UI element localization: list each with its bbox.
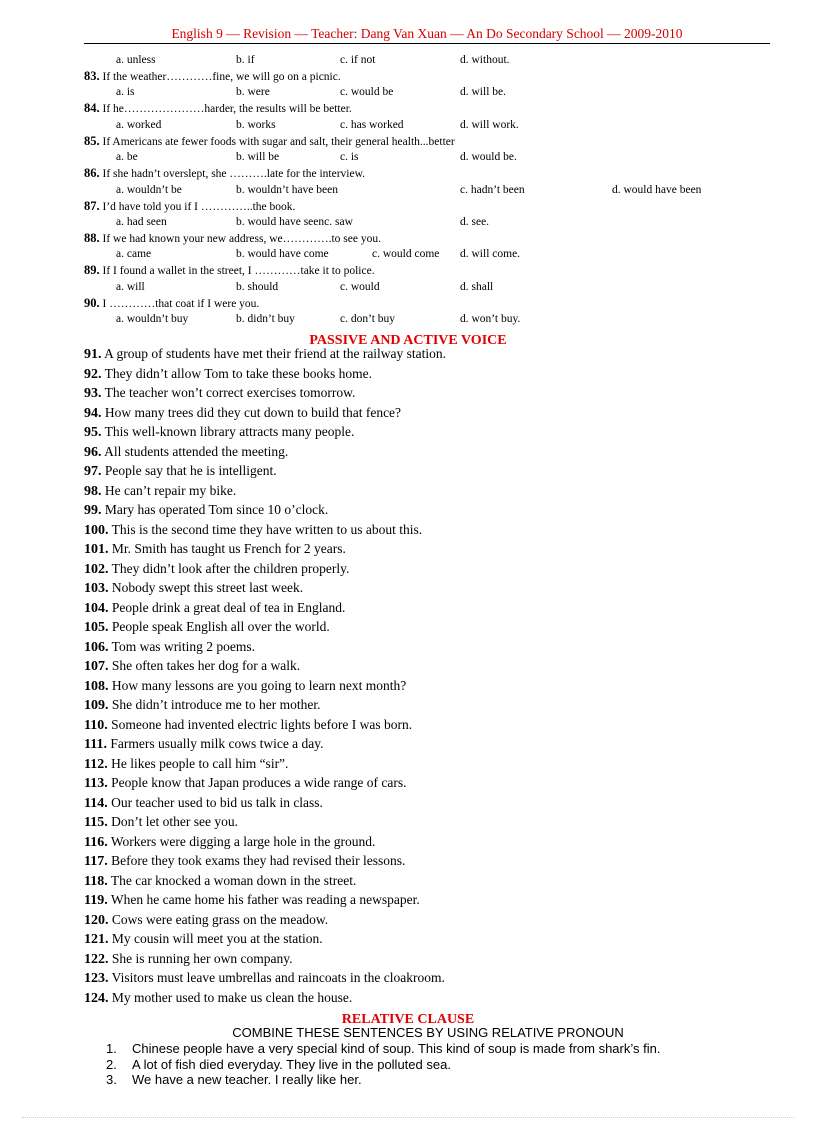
option-c: c. has worked bbox=[340, 118, 404, 131]
answer-options bbox=[84, 246, 784, 262]
option-b: b. didn’t buy bbox=[236, 313, 295, 326]
question bbox=[84, 165, 784, 181]
exercise-item bbox=[84, 559, 784, 579]
exercise-number: 91. bbox=[84, 347, 102, 362]
question bbox=[84, 68, 784, 84]
exercise-text: She didn’t introduce me to her mother. bbox=[111, 697, 321, 712]
exercise-item bbox=[84, 364, 784, 384]
exercise-number: 101. bbox=[84, 542, 109, 557]
question-text: If Americans ate fewer foods with sugar and salt, their general health...better bbox=[102, 135, 455, 148]
exercise-text: Tom was writing 2 poems. bbox=[111, 638, 256, 654]
question bbox=[84, 100, 784, 116]
option-c: c. hadn’t been bbox=[460, 183, 525, 196]
exercise-text: They didn’t look after the children properly. bbox=[111, 560, 350, 576]
option-d: d. see. bbox=[460, 215, 490, 228]
question bbox=[84, 230, 784, 246]
exercise-text: My cousin will meet you at the station. bbox=[111, 931, 323, 946]
list-item bbox=[106, 1041, 786, 1057]
exercise-text: Visitors must leave umbrellas and raincoats in the cloakroom. bbox=[111, 970, 445, 985]
exercise-item bbox=[84, 442, 784, 462]
item-number: 2. bbox=[106, 1056, 117, 1072]
question-text: I …………that coat if I were you. bbox=[102, 297, 260, 310]
item-number: 1. bbox=[106, 1041, 117, 1056]
exercise-item bbox=[84, 754, 784, 774]
answer-options bbox=[84, 149, 784, 165]
exercise-number: 95. bbox=[84, 425, 102, 440]
exercise-text: Workers were digging a large hole in the ground. bbox=[110, 833, 376, 849]
exercise-number: 116. bbox=[84, 834, 108, 850]
exercise-number: 123. bbox=[84, 971, 109, 986]
exercise-text: Someone had invented electric lights before I was born. bbox=[111, 716, 413, 732]
exercise-text: They didn’t allow Tom to take these books home. bbox=[104, 365, 373, 381]
answer-options bbox=[84, 84, 784, 100]
exercise-text: Cows were eating grass on the meadow. bbox=[111, 911, 329, 927]
option-d: d. would have been bbox=[612, 183, 702, 196]
exercise-item bbox=[84, 929, 784, 949]
page-bottom-divider bbox=[22, 1117, 794, 1118]
exercise-item bbox=[84, 910, 784, 930]
option-b: b. will be bbox=[236, 151, 280, 164]
exercise-item bbox=[84, 422, 784, 442]
exercise-number: 102. bbox=[84, 561, 109, 577]
exercise-number: 99. bbox=[84, 503, 102, 518]
exercise-text: How many lessons are you going to learn next month? bbox=[111, 677, 407, 693]
exercise-item bbox=[84, 715, 784, 735]
question bbox=[84, 198, 784, 214]
exercise-number: 119. bbox=[84, 893, 108, 908]
option-c: c. would bbox=[340, 280, 380, 293]
exercise-number: 122. bbox=[84, 951, 109, 967]
answer-options bbox=[84, 52, 784, 68]
multiple-choice-section bbox=[84, 52, 784, 327]
exercise-text: He likes people to call him “sir”. bbox=[111, 755, 289, 771]
exercise-item bbox=[84, 481, 784, 501]
exercise-number: 118. bbox=[84, 873, 108, 889]
question-number: 83. bbox=[84, 69, 100, 83]
exercise-text: This well-known library attracts many people. bbox=[104, 424, 355, 439]
exercise-item bbox=[84, 500, 784, 520]
exercise-number: 114. bbox=[84, 795, 108, 811]
exercise-text: Don’t let other see you. bbox=[111, 814, 238, 829]
exercise-item bbox=[84, 383, 784, 403]
exercise-item bbox=[84, 598, 784, 618]
option-b: b. would have come bbox=[236, 248, 329, 261]
option-a: a. be bbox=[116, 151, 138, 164]
option-d: d. won’t buy. bbox=[460, 313, 521, 326]
exercise-text: Mary has operated Tom since 10 o’clock. bbox=[104, 502, 329, 517]
question-number: 85. bbox=[84, 133, 100, 148]
option-c: c. would be bbox=[340, 86, 394, 99]
option-a: a. wouldn’t be bbox=[116, 183, 182, 196]
question bbox=[84, 295, 784, 311]
exercise-item bbox=[84, 578, 784, 598]
relative-clause-list bbox=[106, 1041, 786, 1088]
relative-clause-heading: RELATIVE CLAUSE bbox=[341, 1012, 475, 1027]
option-d: d. will work. bbox=[460, 118, 519, 131]
exercise-number: 92. bbox=[84, 366, 102, 382]
exercise-item bbox=[84, 656, 784, 676]
option-a: a. wouldn’t buy bbox=[116, 313, 189, 326]
exercise-number: 103. bbox=[84, 581, 109, 596]
exercise-text: She often takes her dog for a walk. bbox=[111, 658, 301, 673]
exercise-text: Farmers usually milk cows twice a day. bbox=[110, 736, 324, 751]
exercise-text: Before they took exams they had revised their lessons. bbox=[111, 853, 406, 868]
option-a: a. worked bbox=[116, 118, 162, 131]
exercise-number: 100. bbox=[84, 522, 109, 538]
option-b: b. if bbox=[236, 54, 255, 66]
exercise-item bbox=[84, 637, 784, 657]
exercise-item bbox=[84, 890, 784, 910]
exercise-number: 105. bbox=[84, 620, 109, 635]
option-a: a. unless bbox=[116, 54, 156, 66]
question-text: If she hadn’t overslept, she ……….late for the interview. bbox=[102, 168, 366, 181]
list-item bbox=[106, 1057, 786, 1073]
option-b: b. wouldn’t have been bbox=[236, 183, 338, 196]
exercise-number: 111. bbox=[84, 737, 107, 752]
option-a: a. will bbox=[116, 280, 145, 293]
exercise-text: People say that he is intelligent. bbox=[104, 463, 277, 478]
exercise-item bbox=[84, 344, 784, 364]
exercise-number: 94. bbox=[84, 405, 102, 421]
answer-options bbox=[84, 311, 784, 327]
question-number: 84. bbox=[84, 101, 100, 116]
exercise-number: 113. bbox=[84, 776, 108, 791]
exercise-text: How many trees did they cut down to build that fence? bbox=[104, 404, 402, 420]
exercise-text: People drink a great deal of tea in England. bbox=[111, 599, 346, 615]
list-item bbox=[106, 1072, 786, 1088]
option-d: d. would be. bbox=[460, 151, 517, 164]
option-c: c. would come bbox=[372, 248, 440, 261]
question-text: If he…………………harder, the results will be better. bbox=[102, 103, 352, 116]
question-number: 90. bbox=[84, 295, 100, 310]
option-c: c. is bbox=[340, 151, 359, 164]
exercise-text: He can’t repair my bike. bbox=[104, 482, 237, 498]
option-b: b. works bbox=[236, 118, 276, 131]
question-text: If I found a wallet in the street, I …………take it to police. bbox=[102, 265, 375, 278]
option-a: a. came bbox=[116, 248, 152, 261]
option-b: b. would have seenc. saw bbox=[236, 215, 353, 228]
passive-voice-heading: PASSIVE AND ACTIVE VOICE bbox=[309, 333, 507, 348]
question bbox=[84, 262, 784, 278]
relative-clause-instruction: COMBINE THESE SENTENCES BY USING RELATIVE PRONOUN bbox=[232, 1025, 624, 1040]
exercise-item bbox=[84, 968, 784, 988]
exercise-number: 96. bbox=[84, 444, 102, 460]
option-c: c. if not bbox=[340, 54, 376, 66]
option-d: d. shall bbox=[460, 280, 494, 293]
question-text: I’d have told you if I …………..the book. bbox=[102, 200, 296, 213]
option-a: a. had seen bbox=[116, 215, 167, 228]
option-d: d. without. bbox=[460, 54, 510, 66]
exercise-text: The car knocked a woman down in the street. bbox=[110, 872, 357, 888]
question-number: 88. bbox=[84, 230, 100, 245]
exercise-item bbox=[84, 539, 784, 559]
exercise-number: 117. bbox=[84, 854, 108, 869]
option-d: d. will come. bbox=[460, 248, 521, 261]
exercise-number: 98. bbox=[84, 483, 102, 499]
exercise-number: 106. bbox=[84, 639, 109, 655]
question-text: If we had known your new address, we………….to see you. bbox=[102, 232, 381, 245]
exercise-number: 112. bbox=[84, 756, 108, 772]
answer-options bbox=[84, 117, 784, 133]
exercise-number: 104. bbox=[84, 600, 109, 616]
exercise-item bbox=[84, 617, 784, 637]
exercise-text: When he came home his father was reading a newspaper. bbox=[110, 892, 420, 907]
page-header: English 9 — Revision — Teacher: Dang Van Xuan — An Do Secondary School — 2009-2010 bbox=[84, 26, 770, 44]
exercise-number: 108. bbox=[84, 678, 109, 694]
question-number: 86. bbox=[84, 166, 100, 181]
exercise-number: 120. bbox=[84, 912, 109, 928]
exercise-text: She is running her own company. bbox=[111, 950, 293, 966]
exercise-text: A group of students have met their friend at the railway station. bbox=[104, 346, 447, 361]
option-b: b. were bbox=[236, 86, 270, 99]
item-number: 3. bbox=[106, 1072, 117, 1087]
exercise-text: Nobody swept this street last week. bbox=[111, 580, 304, 595]
exercise-item bbox=[84, 773, 784, 793]
option-c: c. don’t buy bbox=[340, 313, 396, 326]
exercise-number: 124. bbox=[84, 990, 109, 1006]
exercise-item bbox=[84, 734, 784, 754]
option-a: a. is bbox=[116, 86, 135, 99]
exercise-item bbox=[84, 851, 784, 871]
answer-options bbox=[84, 182, 784, 198]
item-text: Chinese people have a very special kind of soup. This kind of soup is made from shark’s fin. bbox=[132, 1041, 661, 1056]
exercise-number: 93. bbox=[84, 386, 102, 401]
question-text: If the weather…………fine, we will go on a picnic. bbox=[102, 71, 341, 83]
exercise-item bbox=[84, 949, 784, 969]
exercise-number: 97. bbox=[84, 464, 102, 479]
exercise-number: 109. bbox=[84, 698, 109, 713]
question-number: 89. bbox=[84, 263, 100, 278]
exercise-number: 115. bbox=[84, 815, 108, 830]
exercise-text: Our teacher used to bid us talk in class. bbox=[111, 794, 323, 810]
item-text: A lot of fish died everyday. They live in the polluted sea. bbox=[132, 1056, 451, 1072]
exercise-text: People know that Japan produces a wide range of cars. bbox=[111, 775, 407, 790]
option-b: b. should bbox=[236, 280, 279, 293]
question bbox=[84, 133, 784, 149]
exercise-item bbox=[84, 520, 784, 540]
item-text: We have a new teacher. I really like her. bbox=[132, 1072, 362, 1087]
exercise-item bbox=[84, 403, 784, 423]
exercise-text: This is the second time they have written to us about this. bbox=[111, 521, 423, 537]
exercise-item bbox=[84, 988, 784, 1008]
exercise-item bbox=[84, 676, 784, 696]
exercise-text: My mother used to make us clean the house. bbox=[111, 989, 353, 1005]
passive-exercise-list bbox=[84, 344, 784, 1007]
exercise-item bbox=[84, 793, 784, 813]
exercise-number: 121. bbox=[84, 932, 109, 947]
exercise-item bbox=[84, 832, 784, 852]
exercise-item bbox=[84, 812, 784, 832]
exercise-text: The teacher won’t correct exercises tomorrow. bbox=[104, 385, 356, 400]
exercise-text: Mr. Smith has taught us French for 2 years. bbox=[111, 541, 346, 556]
exercise-item bbox=[84, 461, 784, 481]
answer-options bbox=[84, 279, 784, 295]
option-d: d. will be. bbox=[460, 86, 506, 99]
exercise-number: 110. bbox=[84, 717, 108, 733]
exercise-number: 107. bbox=[84, 659, 109, 674]
exercise-item bbox=[84, 695, 784, 715]
answer-options bbox=[84, 214, 784, 230]
question-number: 87. bbox=[84, 198, 100, 213]
exercise-text: All students attended the meeting. bbox=[104, 443, 289, 459]
exercise-item bbox=[84, 871, 784, 891]
exercise-text: People speak English all over the world. bbox=[111, 619, 330, 634]
